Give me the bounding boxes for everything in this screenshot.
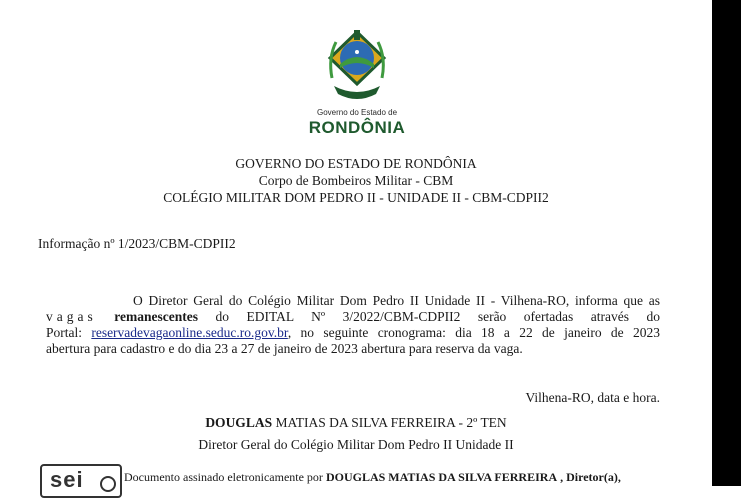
body-line-4: abertura para cadastro e do dia 23 a 27 de janeiro de 2023 abertura para reserva da vaga.	[46, 341, 523, 356]
signature-note-prefix: Documento assinado eletronicamente por	[124, 470, 323, 484]
body-line-2	[46, 309, 660, 325]
edital-text: do EDITAL Nº 3/2022/CBM-CDPII2 serão ofertadas através do	[215, 309, 661, 324]
black-edge-band	[712, 0, 741, 486]
electronic-signature-note	[124, 470, 621, 485]
logo-caption-rondonia: RONDÔNIA	[308, 118, 406, 137]
body-line-1: O Diretor Geral do Colégio Militar Dom Pedro II Unidade II - Vilhena-RO, informa que as	[133, 293, 660, 308]
place-date: Vilhena-RO, data e hora.	[525, 390, 660, 405]
body-line-3	[46, 325, 660, 341]
signature-note-suffix: , Diretor(a),	[560, 470, 621, 484]
portal-link[interactable]: reservadevagaonline.seduc.ro.gov.br	[91, 325, 288, 340]
information-number: Informação nº 1/2023/CBM-CDPII2	[38, 236, 236, 251]
vagas-word: vagas	[46, 309, 97, 324]
rondonia-coat-of-arms-icon	[326, 28, 388, 114]
logo-caption-small: Governo do Estado de	[316, 108, 398, 117]
signer-first-name: DOUGLAS	[205, 415, 273, 430]
header-government: GOVERNO DO ESTADO DE RONDÔNIA	[235, 156, 477, 171]
sei-badge	[40, 464, 122, 498]
sei-badge-dot-icon	[100, 476, 116, 492]
signer-title: Diretor Geral do Colégio Militar Dom Pedro II Unidade II	[198, 437, 514, 452]
header-school: COLÉGIO MILITAR DOM PEDRO II - UNIDADE II - CBM-CDPII2	[163, 190, 549, 205]
sei-badge-text: sei	[50, 467, 84, 492]
signature-note-name: DOUGLAS MATIAS DA SILVA FERREIRA	[325, 470, 558, 484]
schedule-text: , no seguinte cronograma: dia 18 a 22 de janeiro de 2023	[287, 325, 660, 340]
signer-rest-name: MATIAS DA SILVA FERREIRA - 2º TEN	[275, 415, 507, 430]
header-fire-department: Corpo de Bombeiros Militar - CBM	[258, 173, 454, 188]
remanescentes-word: remanescentes	[114, 309, 198, 324]
signer-name	[0, 415, 712, 431]
portal-label: Portal:	[46, 325, 82, 340]
